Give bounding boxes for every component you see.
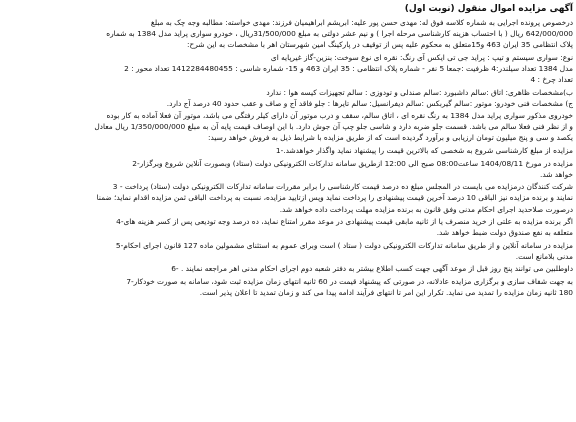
condition-line: مزایده از مبلغ کارشناسی شروع به شخصی که بالاترین قیمت را پیشنهاد نماید واگذار خواهدشد.-1	[275, 146, 573, 156]
vehicle-specs	[3, 53, 573, 85]
notice-title: آگهی مزایده اموال منقول (نوبت اول)	[404, 4, 573, 14]
intro-line: پلاک انتظامی 35 ایران 463 و15متعلق به محکوم علیه پس از توقیف در پارکینگ امین شهرستان اهر با مشخصات به این شرح:	[187, 40, 573, 50]
intro-line: درخصوص پرونده اجرایی به شماره کلاسه فوق له: مهدی حسن پور علیه: ابریشم ابراهیمیان فرزند: مهدی خواسته: مطالبه وجه چک به مبلغ	[150, 18, 573, 27]
condition-line: شرکت کنندگان درمزایده می بایست در المجلس مبلغ ده درصد قیمت کارشناسی را برابر مقررات سامانه تدارکات الکترونیکی دولت (ستاد) پرداخت - 3	[112, 182, 573, 192]
condition-line: درصورت صلاحدید اجرای احکام مدنی وفق قانون به برنده مزایده مهلت پرداخت داده خواهد شد.	[279, 204, 573, 214]
technical-features: ج) مشخصات فنی خودرو: موتور :سالم گیربکس :سالم دیفرانسیل: سالم تایرها : جلو فاقد آج و صاف و عقب حدود 40 درصد آج دارد.	[166, 98, 573, 108]
spec-line: نوع: سواری سیستم و تیپ : پراید جی تی ایکس آی رنگ: نقره ای نوع سوخت: بنزین-گاز غیرپایه ای	[270, 52, 573, 62]
auction-conditions	[3, 146, 573, 298]
condition-line: مزایده در مورخ 1404/08/11 ساعت08:00 صبح الی 12:00 ازطریق سامانه تدارکات الکترونیکی دولت (ستاد) وبصورت آنلاین شروع وبرگزار-2	[132, 158, 573, 168]
condition-line: متعلقه به نفع صندوق دولت ضبط خواهد شد.	[436, 228, 573, 238]
condition-line: نمایند و برنده مزایده نیز الباقی 10 درصد آخرین قیمت پیشنهادی را پرداخت نماید وپس ازتایید مزایده، نسبت به پرداخت الباقی ثمن مزایده اقدام نماید؛ ضمنا	[96, 193, 573, 203]
condition-line: مدنی بلامانع است.	[515, 251, 573, 261]
condition-line: اگر برنده مزایده به علتی از خرید منصرف یا از ثانیه مابقی قیمت پیشنهادی در موعد مقرر امتناع نماید، ده درصد وجه تودیعی پس از کسر هزینه های-4	[116, 217, 573, 227]
spec-line: مدل 1384 تعداد سیلندر:4 ظرفیت :جمعا 5 نفر - شماره پلاک انتظامی : 35 ایران 463 و 15- شماره شاسی : 1412284480455 تعداد محور : 2	[124, 63, 573, 73]
description-line: یکصد و سی و پنج میلیون تومان ارزیابی و برآورد گردیده است که از طریق مزایده با شرایط ذیل به فروش خواهد رسید:	[207, 133, 573, 143]
description-line: و از نظر فنی فعلا سالم می باشد. قسمت جلو ضربه دارد و شاسی جلو چپ آن جوش دارد. با این اوصاف قیمت پایه آن به مبلغ 1/350/000/000 ریال معادل	[94, 122, 573, 132]
spec-line: تعداد چرخ : 4	[530, 74, 573, 84]
condition-line: به جهت شفاف سازی و برگزاری مزایده عادلانه، در صورتی که پیشنهاد قیمت در 60 ثانیه انتهای زمان مزایده ثبت شود، سامانه به صورت خودکار-7	[126, 277, 573, 287]
condition-line: 180 ثانیه زمان مزایده را تمدید می نماید. تکرار این امر تا انتهای فرآیند ادامه پیدا می کند و زمان تمدید تا اعلان پذیر است.	[199, 288, 573, 298]
appearance-features: ب)مشخصات ظاهری: اتاق :سالم داشبورد :سالم صندلی و تودوزی : سالم تجهیزات کیسه هوا : ندارد	[266, 87, 573, 97]
description-line: خودروی مذکور سواری پراید مدل 1384 به رنگ نقره ای ، اتاق سالم، سقف و درب موتور آن دارای کیلر رفتگی می باشد، موتور آن فعلا آماده به کار بوده	[106, 111, 573, 121]
vehicle-description	[3, 111, 573, 143]
intro-line: 642/000/000 ریال ( با احتساب هزینه کارشناسی مرحله اجرا ) و نیم عشر دولتی به مبلغ 31/500/000ریال ، خودرو سواری پراید مدل 1384 به شماره	[106, 29, 573, 39]
condition-line: خواهد شد.	[540, 169, 573, 179]
condition-line: داوطلبین می توانند پنج روز قبل از موعد آگهی جهت کسب اطلاع بیشتر به دفتر شعبه دوم اجرای احکام مدنی اهر مراجعه نمایند . -6	[171, 264, 573, 274]
intro-paragraph	[3, 18, 573, 50]
condition-line: مزایده در سامانه آنلاین و از طریق سامانه تدارکات الکترونیکی دولت ( ستاد ) است وبرای عموم به استثنای مشمولین ماده 127 قانون اجرای احکام-5	[115, 240, 573, 250]
